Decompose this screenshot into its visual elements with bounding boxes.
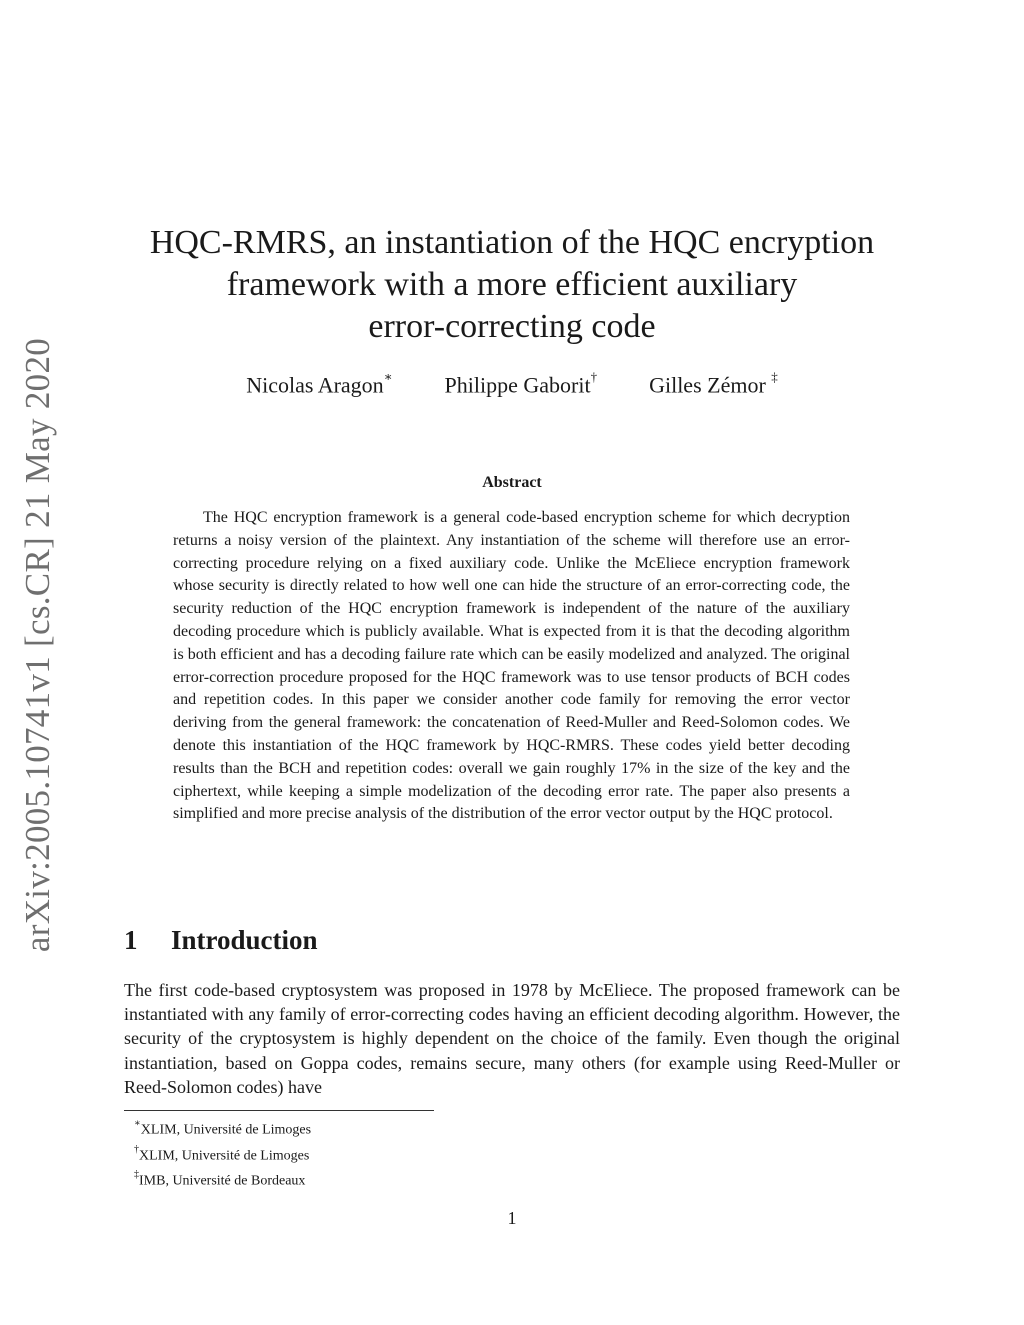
footnote-text: XLIM, Université de Limoges bbox=[139, 1148, 310, 1164]
footnote-mark: † bbox=[134, 1143, 139, 1155]
author bbox=[444, 369, 598, 398]
paper-title bbox=[100, 222, 924, 348]
title-line-2: framework with a more efficient auxiliary bbox=[226, 266, 798, 303]
abstract-body: The HQC encryption framework is a general code-based encryption scheme for which decryption returns a noisy version of the plaintext. Any instantiation of the scheme will therefore use an error-correcting procedure relying on a fixed auxiliary code. Unlike the McEliece encryption framework whose security is directly related to how well one can hide the structure of an error-correcting code, the security reduction of the HQC encryption framework is independent of the nature of the auxiliary decoding procedure which is publicly available. What is expected from it is that the decoding algorithm is both efficient and has a decoding failure rate which can be easily modelized and analyzed. The original error-correction procedure proposed for the HQC framework was to use tensor products of BCH codes and repetition codes. In this paper we consider another code family for removing the error vector deriving from the general framework: the concatenation of Reed-Muller and Reed-Solomon codes. We denote this instantiation of the HQC framework by HQC-RMRS. These codes yield better decoding results than the BCH and repetition codes: overall we gain roughly 17% in the size of the key and the ciphertext, while keeping a simple modelization of the decoding error rate. The paper also presents a simplified and more precise analysis of the distribution of the error vector output by the HQC protocol. bbox=[173, 509, 850, 823]
footnote-text: XLIM, Université de Limoges bbox=[140, 1122, 312, 1138]
author-name: Gilles Zémor bbox=[649, 372, 772, 398]
footnote-text: IMB, Université de Bordeaux bbox=[139, 1173, 306, 1189]
section-number: 1 bbox=[124, 925, 138, 955]
abstract-heading: Abstract bbox=[482, 474, 542, 491]
author-footnote-mark: † bbox=[590, 369, 598, 384]
author bbox=[649, 369, 778, 398]
arxiv-identifier-stamp bbox=[10, 337, 66, 953]
author-footnote-mark: ∗ bbox=[383, 369, 393, 384]
author-footnote-mark: ‡ bbox=[771, 369, 778, 384]
author-name: Philippe Gaborit bbox=[444, 372, 591, 398]
section-title: Introduction bbox=[171, 925, 318, 955]
footnotes bbox=[124, 1115, 624, 1192]
footnote-mark: ∗ bbox=[134, 1118, 141, 1129]
author-name: Nicolas Aragon bbox=[246, 372, 384, 398]
arxiv-identifier-text: arXiv:2005.10741v1 [cs.CR] 21 May 2020 bbox=[18, 337, 57, 953]
title-line-1: HQC-RMRS, an instantiation of the HQC encryption bbox=[149, 224, 875, 261]
footnote-divider bbox=[124, 1110, 434, 1111]
title-line-3: error-correcting code bbox=[368, 308, 656, 345]
author-list bbox=[100, 369, 924, 398]
footnote bbox=[124, 1115, 624, 1141]
author bbox=[246, 369, 393, 398]
footnote bbox=[124, 1166, 624, 1192]
introduction-paragraph: The first code-based cryptosystem was proposed in 1978 by McEliece. The proposed framework can be instantiated with any family of error-correcting codes having an efficient decoding algorithm. However, the security of the cryptosystem is highly dependent on the choice of the family. Even though the original instantiation, based on Goppa codes, remains secure, many others (for example using Reed-Muller or Reed-Solomon codes) have bbox=[124, 980, 900, 1097]
footnote-mark: ‡ bbox=[134, 1169, 139, 1181]
section-heading bbox=[124, 925, 318, 956]
page-number: 1 bbox=[507, 1208, 517, 1228]
footnote bbox=[124, 1141, 624, 1167]
